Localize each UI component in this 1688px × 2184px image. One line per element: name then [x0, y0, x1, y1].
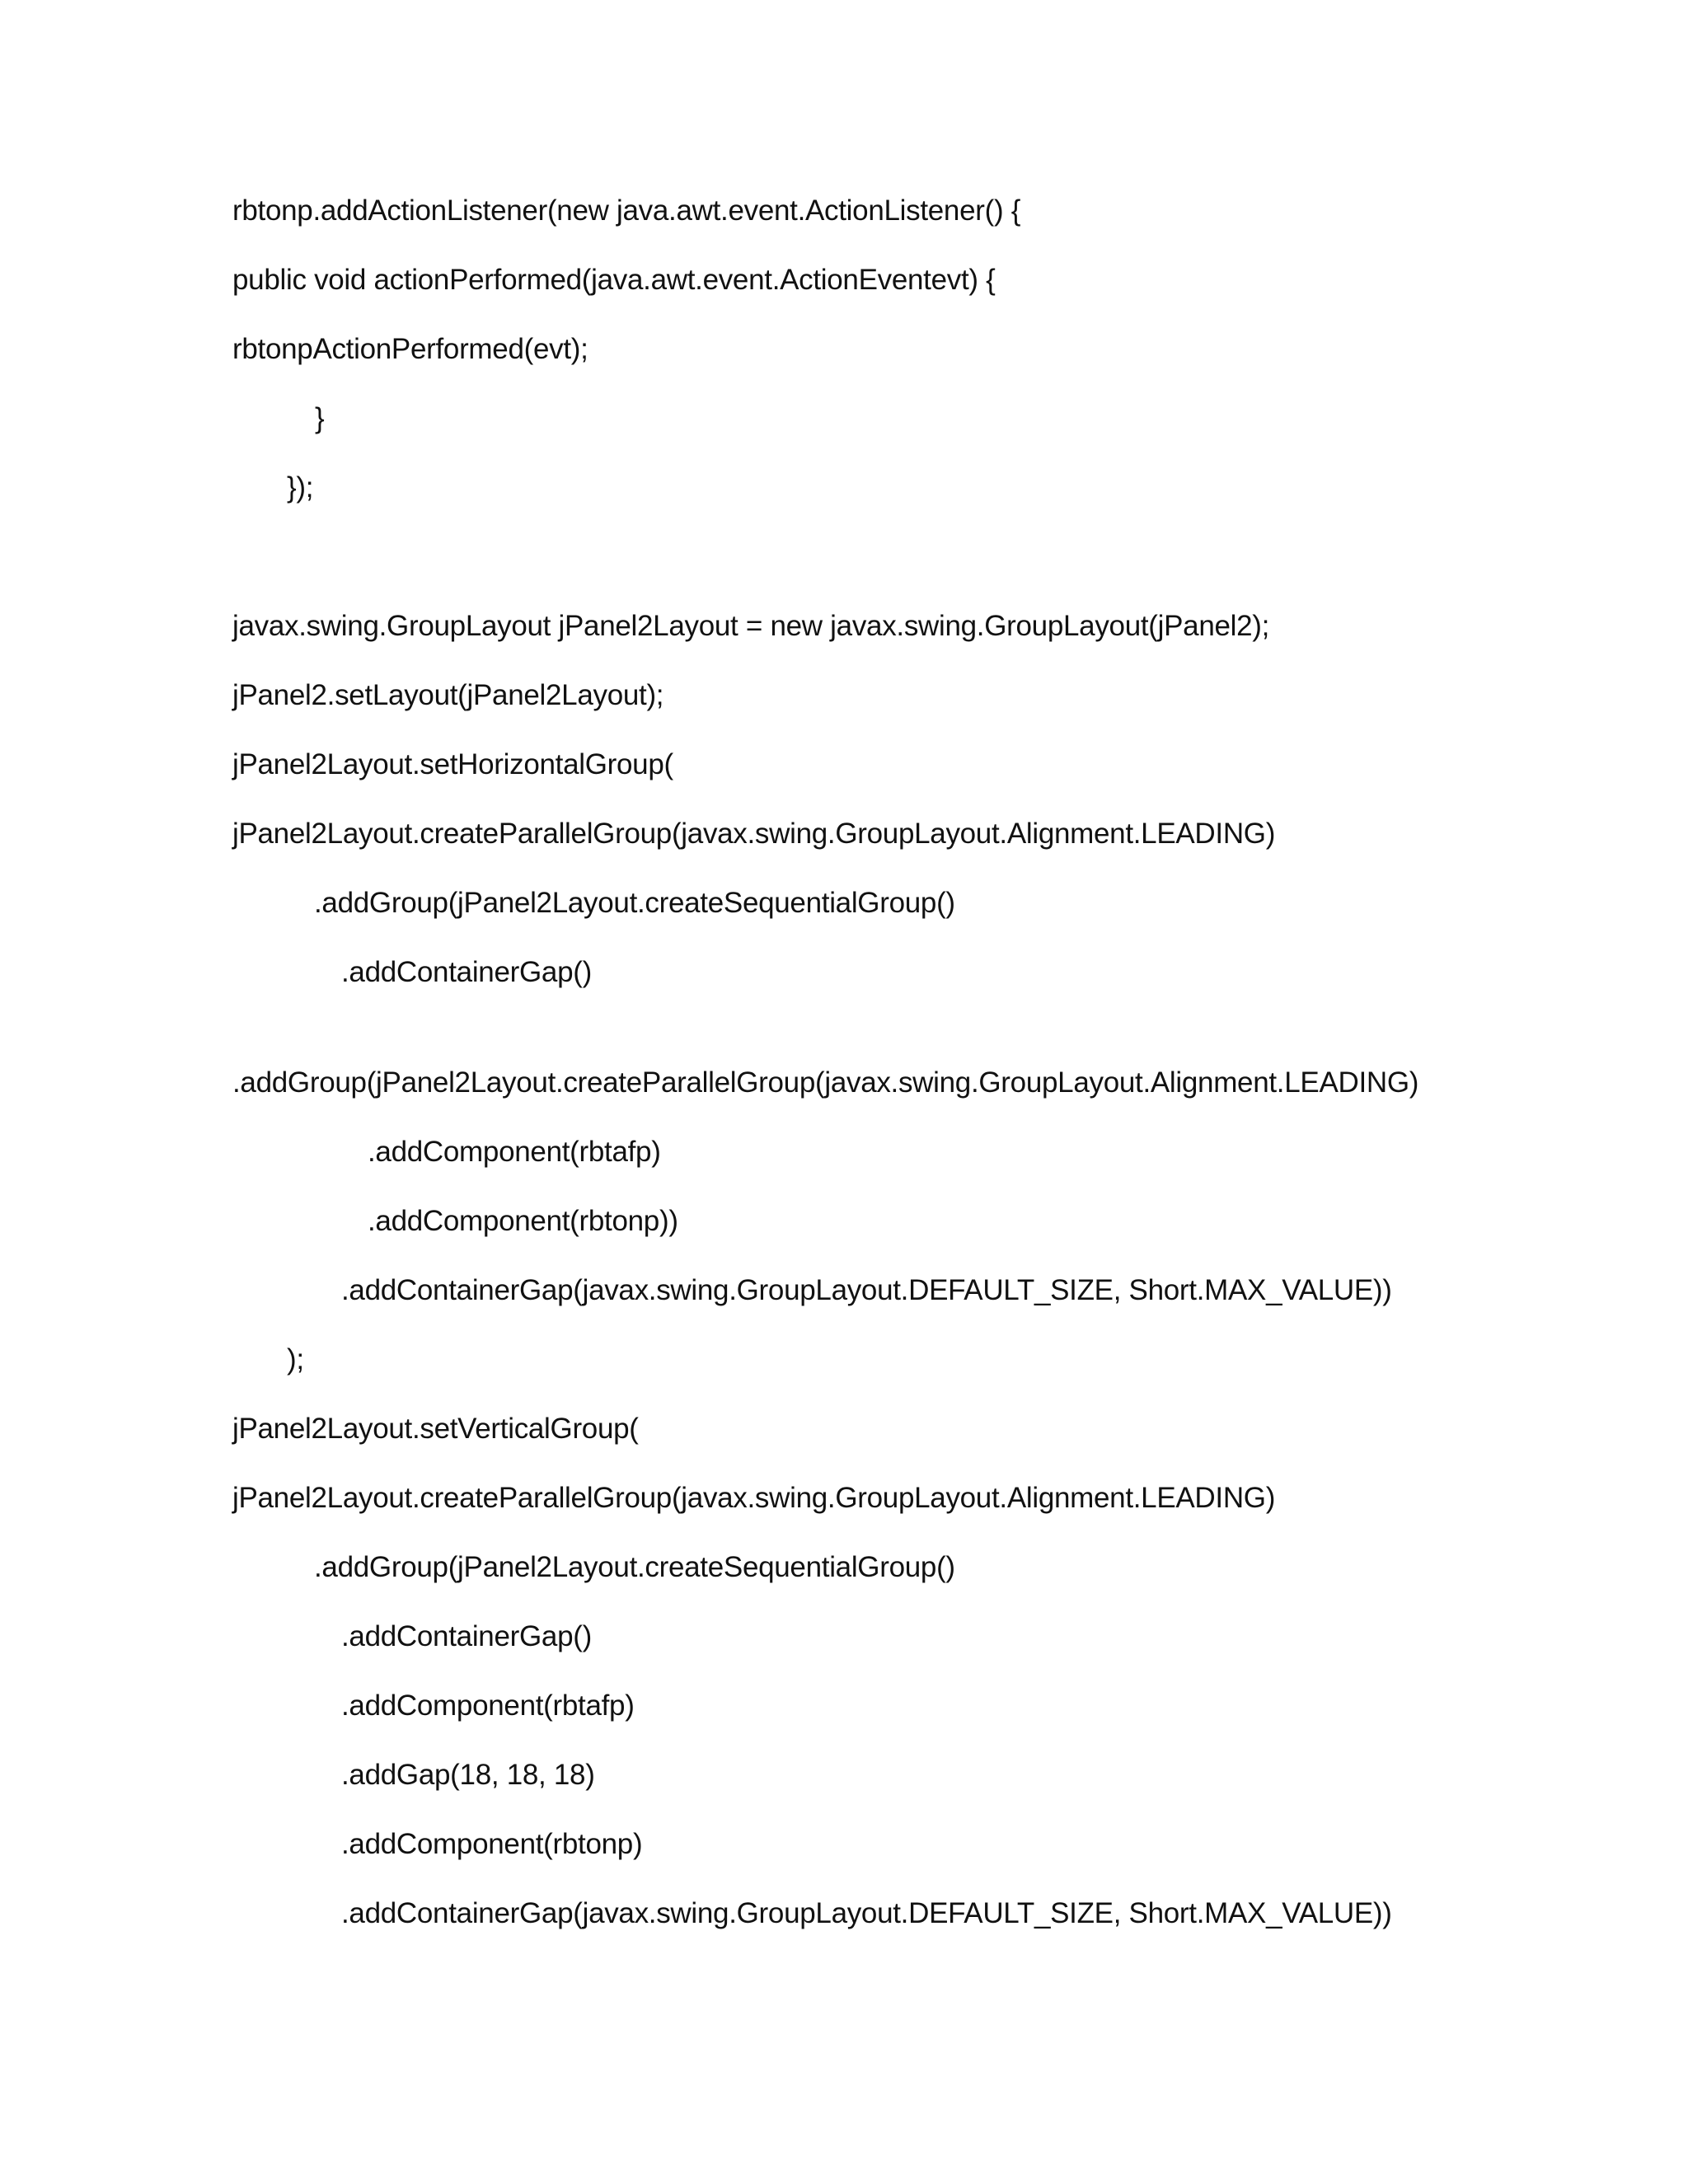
code-line: }: [315, 402, 325, 434]
code-line: .addComponent(rbtonp): [341, 1828, 643, 1860]
code-line: .addComponent(rbtafp): [341, 1690, 635, 1722]
code-line: jPanel2Layout.createParallelGroup(javax.swing.GroupLayout.Alignment.LEADING): [232, 1482, 1276, 1514]
code-line: jPanel2Layout.setVerticalGroup(: [232, 1413, 639, 1445]
code-line: .addGap(18, 18, 18): [341, 1759, 595, 1791]
code-line: .addContainerGap(): [341, 1620, 592, 1652]
code-line: javax.swing.GroupLayout jPanel2Layout = new javax.swing.GroupLayout(jPanel2);: [232, 610, 1270, 642]
code-line: .addGroup(jPanel2Layout.createParallelGroup(javax.swing.GroupLayout.Alignment.LEADING): [232, 1066, 1419, 1099]
code-line: .addComponent(rbtonp)): [368, 1205, 678, 1237]
code-line: .addContainerGap(): [341, 956, 592, 988]
code-line: .addContainerGap(javax.swing.GroupLayout.DEFAULT_SIZE, Short.MAX_VALUE)): [341, 1897, 1392, 1929]
code-line: jPanel2Layout.setHorizontalGroup(: [232, 748, 673, 780]
code-line: );: [287, 1343, 304, 1376]
code-line: });: [287, 471, 314, 504]
code-line: .addGroup(jPanel2Layout.createSequentialGroup(): [314, 887, 955, 919]
code-line: jPanel2Layout.createParallelGroup(javax.swing.GroupLayout.Alignment.LEADING): [232, 818, 1276, 850]
code-line: .addComponent(rbtafp): [368, 1136, 661, 1168]
code-line: rbtonp.addActionListener(new java.awt.event.ActionListener() {: [232, 194, 1021, 227]
code-line: .addGroup(jPanel2Layout.createSequentialGroup(): [314, 1551, 955, 1583]
code-line: jPanel2.setLayout(jPanel2Layout);: [232, 679, 664, 711]
code-line: .addContainerGap(javax.swing.GroupLayout.DEFAULT_SIZE, Short.MAX_VALUE)): [341, 1274, 1392, 1306]
code-line: rbtonpActionPerformed(evt);: [232, 333, 588, 365]
code-line: public void actionPerformed(java.awt.event.ActionEventevt) {: [232, 264, 996, 296]
